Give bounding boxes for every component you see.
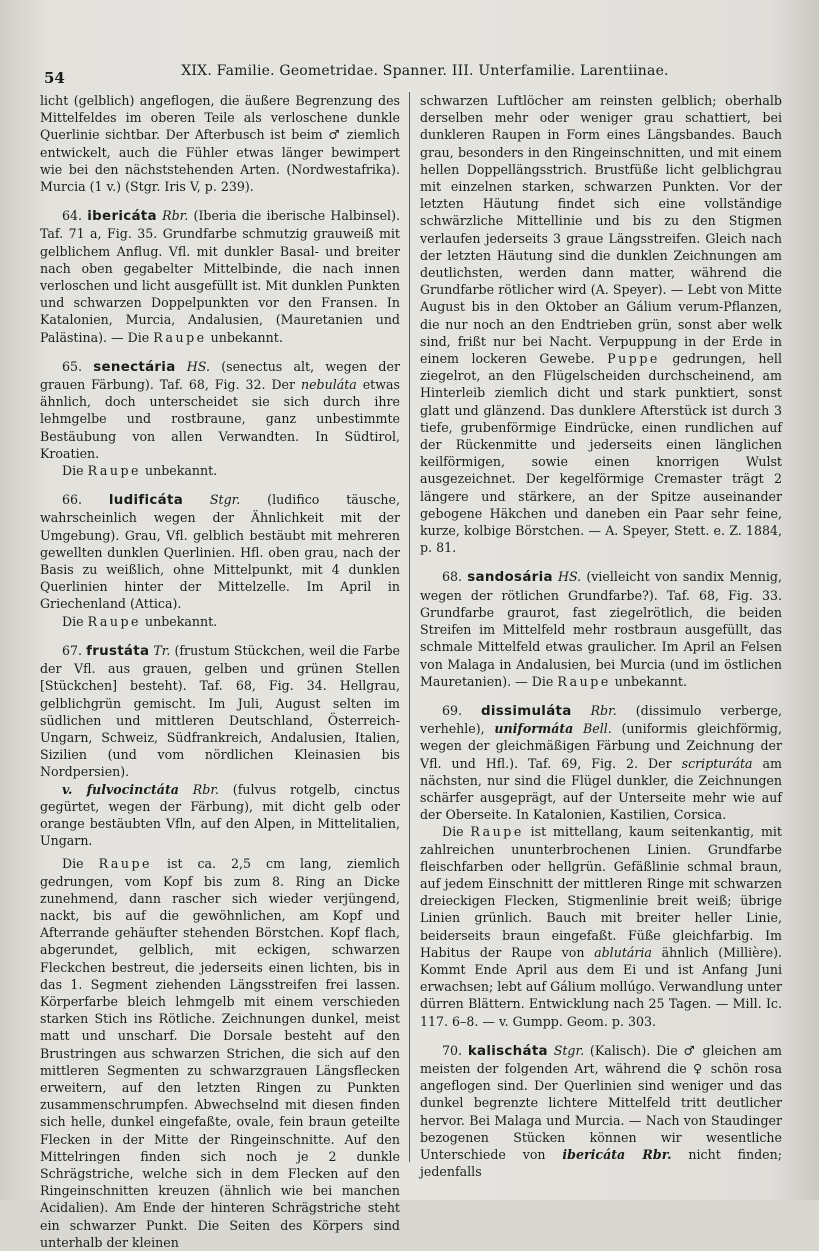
species-author: Stgr. bbox=[553, 1042, 585, 1058]
right-column bbox=[420, 92, 782, 1180]
species-name: dissimuláta bbox=[481, 703, 572, 719]
species-name: ibericáta bbox=[87, 209, 157, 225]
species-entry-65: 65. senectária HS. (senectus alt, wegen der grauen Färbung). Taf. 68, Fig. 32. Der nebuláta etwas ähnlich, doch unterscheidet sie sich durch ihre lehmgelbe und rostbraune, ganz unbestimmte Bestäubung von allen Verwandten. In Südtirol, Kroatien. bbox=[40, 358, 400, 461]
species-entry-70: 70. kalischáta Stgr. (Kalisch). Die ♂ gleichen am meisten der folgenden Art, während die ♀ schön rosa angeflogen sind. Der Querlinien sind weniger und das dunkel begrenzte lichtere Mittelfeld tritt deutlicher hervor. Bei Malaga und Murcia. — Nach von Staudinger bezogenen Stücken können wir wesentliche Unterschiede von ibericáta Rbr. nicht finden; jedenfalls bbox=[420, 1042, 782, 1180]
species-name: ludificáta bbox=[108, 493, 184, 509]
species-entry-67: 67. frustáta Tr. (frustum Stückchen, weil die Farbe der Vfl. aus grauen, gelben und grünen Stellen [Stückchen] besteht). Taf. 68, Fig. 34. Hellgrau, gelblichgrün gemischt. Im Juli, August selten im südlichen und mittleren Deutschland, Österreich-Ungarn, Schweiz, Südfrankreich, Andalusien, Italien, Sizilien (und vom nördlichen Kleinasien bis Nordpersien). bbox=[40, 642, 400, 780]
variety-author: Rbr. bbox=[192, 781, 219, 797]
species-author: Tr. bbox=[153, 642, 171, 658]
species-author: HS. bbox=[186, 358, 210, 374]
species-author: Rbr. bbox=[162, 208, 189, 224]
raupe-description: Die Raupe ist ca. 2,5 cm lang, ziemlich gedrungen, vom Kopf bis zum 8. Ring an Dicke zunehmend, dann rascher sich wieder verjüngend, nackt, bis auf die gewöhnlichen, am Kopf und Afterrande gehäufter stehenden Börstchen. Kopf flach, abgerundet, gelblich, mit eckigen, schwarzen Fleckchen bestreut, die jederseits einen lichten, bis in das 1. Segment ziehenden Längsstreifen frei lassen. Körperfarbe bleich lehmgelb mit einem verschieden starken Stich ins Rötliche. Zeichnungen dunkel, meist matt und unscharf. Die Dorsale besteht auf den Brustringen aus schwarzen Strichen, die sich auf den mittleren Segmenten zu schwarzgrauen Längsflecken erweitern, auf den letzten Ringen zu Punkten zusammenschrumpfen. Abwechselnd mit diesen finden sich helle, dunkel eingefaßte, ovale, fein braun geteilte Flecken in der Mitte der Ringeinschnitte. Auf den Mittelringen finden sich noch je 2 dunkle Schrägstriche, welche sich in dem Flecken auf den Ringeinschnitten kreuzen (ähnlich wie bei manchen Acidalien). Am Ende der hinteren Schrägstriche steht ein schwarzer Punkt. Die Seiten des Körpers sind unterhalb der kleinen bbox=[40, 856, 400, 1250]
variety-name: v. fulvocinctáta bbox=[62, 781, 179, 797]
species-entry-66: 66. ludificáta Stgr. (ludifico täusche, wahrscheinlich wegen der Ähnlichkeit mit der Umgebung). Grau, Vfl. gelblich bestäubt mit mehreren gewellten dunklen Querlinien. Hfl. oben grau, nach der Basis zu weißlich, ohne Mittelpunkt, mit 4 dunklen Querlinien hinter der Mittelzelle. Im April in Griechenland (Attica). bbox=[40, 492, 400, 612]
column-divider bbox=[409, 92, 410, 1162]
raupe-description: Die Raupe ist mittellang, kaum seitenkantig, mit zahlreichen ununterbrochenen Linien. Grundfarbe fleischfarben oder hellgrün. Gefäßlinie schmal braun, auf jedem Einschnitt der mittleren Ringe mit schwarzen dreieckigen Flecken, Stigmenlinie breit weiß; übrige Linien grünlich. Bauch mit breiter heller Linie, beiderseits braun eingefaßt. Füße gleichfarbig. Im Habitus der Raupe von ablutária ähnlich (Millière). Kommt Ende April aus dem Ei und ist Anfang Juni erwachsen; lebt auf Gálium mollúgo. Verwandlung unter dürren Blättern. Entwicklung nach 25 Tagen. — Mill. Ic. 117. 6–8. — v. Gumpp. Geom. p. 303. bbox=[420, 824, 782, 1029]
page-header bbox=[40, 63, 780, 85]
species-name: frustáta bbox=[86, 643, 150, 659]
species-author: HS. bbox=[558, 569, 582, 585]
species-author: Rbr. bbox=[590, 702, 617, 718]
species-author: Stgr. bbox=[209, 492, 241, 508]
species-entry-68: 68. sandosária HS. (vielleicht von sandix Mennig, wegen der rötlichen Grundfarbe?). Taf. 68, Fig. 33. Grundfarbe graurot, fast ziegelrötlich, die beiden Streifen im Mittelfeld mehr rostbraun ausgefüllt, das schmale Mittelfeld etwas graulicher. Im April an Felsen von Malaga in Andalusien, bei Murcia (und im östlichen Mauretanien). — Die Raupe unbekannt. bbox=[420, 569, 782, 689]
running-head: XIX. Familie. Geometridae. Spanner. III. Unterfamilie. Larentiinae. bbox=[181, 63, 669, 79]
page-number: 54 bbox=[44, 69, 65, 87]
raupe-note: Die Raupe unbekannt. bbox=[62, 613, 218, 629]
variety-entry: v. fulvocinctáta Rbr. (fulvus rotgelb, cinctus gegürtet, wegen der Färbung), mit dicht gelb oder orange bestäubten Vfln, auf den Alpen, in Mittelitalien, Ungarn. bbox=[40, 781, 400, 849]
raupe-note: Die Raupe unbekannt. bbox=[62, 463, 218, 479]
species-entry-64: 64. ibericáta Rbr. (Iberia die iberische Halbinsel). Taf. 71 a, Fig. 35. Grundfarbe schmutzig grauweiß mit gelblichem Anflug. Vfl. mit dunkler Basal- und breiter nach oben gegabelter Mittelbinde, die nach innen verloschen und licht ausgefüllt ist. Mit dunklen Punkten und schwarzen Doppelpunkten vor den Fransen. In Katalonien, Murcia, Andalusien, (Mauretanien und Palästina). — Die Raupe unbekannt. bbox=[40, 208, 400, 345]
species-name: senectária bbox=[93, 359, 176, 375]
paragraph-continuation: schwarzen Luftlöcher am reinsten gelblich; oberhalb derselben mehr oder weniger grau schattiert, bei dunkleren Raupen in Form eines Längsbandes. Bauch grau, besonders in den Ringeinschnitten, und mit einem hellen Doppellängsstrich. Brustfüße licht gelblichgrau mit einzelnen starken, schwarzen Punkten. Vor der letzten Häutung findet sich eine vollständige schwärzliche Mittellinie und bis zu den Stigmen verlaufen jederseits 3 graue Längsstreifen. Gleich nach der letzten Häutung sind die dunklen Zeichnungen am deutlichsten, werden dann matter, während die Grundfarbe rötlicher wird (A. Speyer). — Lebt von Mitte August bis in den Oktober an Gálium verum-Pflanzen, die nur noch an den Endtrieben grün, sonst aber welk sind, frißt nur bei Nacht. Verpuppung in der Erde in einem lockeren Gewebe. Puppe gedrungen, hell ziegelrot, an den Flügelscheiden durchscheinend, am Hinterleib ziemlich dicht und stark punktiert, sonst glatt und glänzend. Das dunklere Afterstück ist durch 3 tiefe, grubenförmige Eindrücke, einen rundlichen auf der Rückenmitte und jederseits einen länglichen keilförmigen, sowie einen knorrigen Wulst ausgezeichnet. Der kegelförmige Cremaster trägt 2 längere und stärkere, an der Spitze auseinander gebogene Häkchen und daneben ein Paar sehr feine, kurze, kolbige Börstchen. — A. Speyer, Stett. e. Z. 1884, p. 81. bbox=[420, 93, 782, 556]
species-name: sandosária bbox=[467, 570, 553, 586]
species-name: kalischáta bbox=[467, 1043, 548, 1059]
species-entry-69: 69. dissimuláta Rbr. (dissimulo verberge, verhehle), uniformáta Bell. (uniformis gleichförmig, wegen der gleichmäßigen Färbung und Zeichnung der Vfl. und Hfl.). Taf. 69, Fig. 2. Der scripturáta am nächsten, nur sind die Flügel dunkler, die Zeichnungen schärfer ausgeprägt, auf der Unterseite mehr wie auf der Oberseite. In Katalonien, Kastilien, Corsica. bbox=[420, 702, 782, 823]
paragraph-continuation: licht (gelblich) angeflogen, die äußere Begrenzung des Mittelfeldes im oberen Teile als verloschene dunkle Querlinie sichtbar. Der Afterbusch ist beim ♂ ziemlich entwickelt, auch die Fühler etwas länger bewimpert wie bei den nächststehenden Arten. (Nordwestafrika). Murcia (1 v.) (Stgr. Iris V, p. 239). bbox=[40, 93, 400, 195]
left-column bbox=[40, 92, 400, 1251]
